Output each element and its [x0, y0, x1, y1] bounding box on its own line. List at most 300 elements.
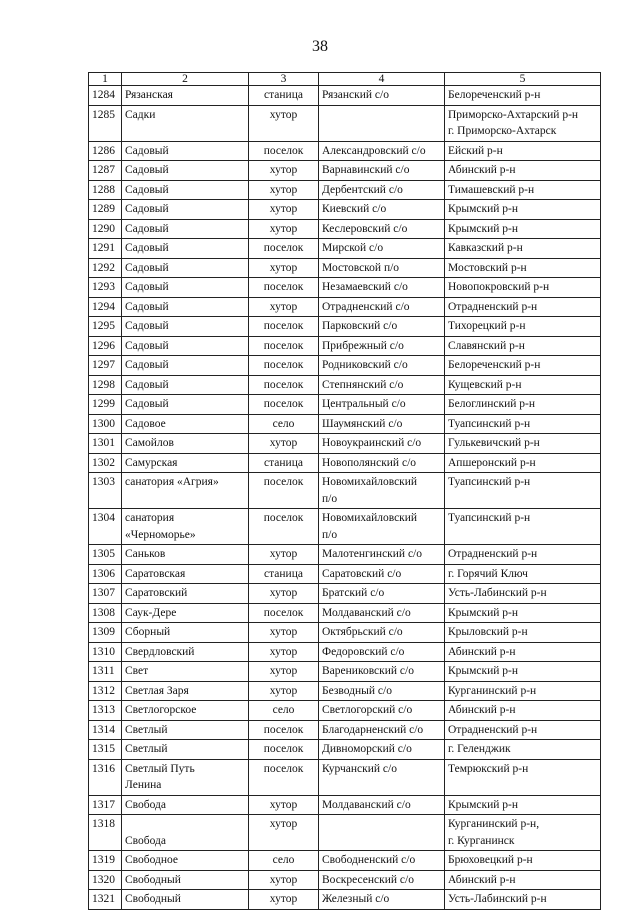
settlement-type-cell	[249, 623, 319, 643]
council-cell	[319, 509, 445, 545]
cell-text-line: Дербентский с/о	[322, 183, 403, 196]
row-number-cell: 1299	[89, 395, 122, 415]
row-number-cell: 1298	[89, 375, 122, 395]
district-cell	[445, 239, 601, 259]
cell-text-line: Садовый	[125, 203, 169, 215]
cell-text-line: Отрадненский с/о	[322, 300, 410, 313]
settlement-name-cell	[122, 375, 249, 395]
cell-text-line: Усть-Лабинский р-н	[448, 587, 547, 599]
cell-text-line: г. Приморско-Ахтарск	[448, 125, 557, 137]
cell-text-line: Садовый	[125, 222, 169, 235]
cell-text-line: хутор	[269, 684, 298, 697]
cell-text-line: Курганинский р-н,	[448, 818, 540, 830]
cell-text-line: поселок	[263, 378, 304, 391]
table-row	[89, 740, 601, 760]
cell-text-line: поселок	[263, 723, 304, 736]
council-cell	[319, 278, 445, 298]
council-cell	[319, 701, 445, 721]
cell-text-line: Садовый	[125, 339, 169, 352]
row-number-cell: 1285	[89, 105, 122, 141]
cell-text-line: поселок	[263, 242, 304, 254]
row-number-cell: 1307	[89, 584, 122, 604]
table-row	[89, 870, 601, 890]
cell-text-line: хутор	[269, 222, 298, 235]
cell-text-line: санатория	[125, 512, 175, 524]
cell-text-line: Воскресенский с/о	[322, 873, 414, 886]
table-row	[89, 200, 601, 220]
district-cell	[445, 740, 601, 760]
cell-text-line: поселок	[263, 359, 304, 371]
district-cell	[445, 161, 601, 181]
row-number-cell: 1303	[89, 473, 122, 509]
cell-text-line: Отрадненский р-н	[448, 723, 538, 736]
table-row	[89, 701, 601, 721]
settlement-type-cell	[249, 161, 319, 181]
settlement-type-cell	[249, 851, 319, 871]
cell-text-line: Самойлов	[125, 437, 174, 449]
cell-text-line: хутор	[269, 818, 298, 830]
settlement-name-cell	[122, 86, 249, 106]
table-row	[89, 105, 601, 141]
council-cell	[319, 795, 445, 815]
table-row	[89, 453, 601, 473]
row-number-cell: 1308	[89, 603, 122, 623]
row-number-cell: 1302	[89, 453, 122, 473]
row-number-cell: 1318	[89, 815, 122, 851]
cell-text-line: село	[272, 417, 295, 430]
cell-text-line: Федоровский с/о	[322, 645, 405, 658]
council-cell	[319, 453, 445, 473]
table-row	[89, 662, 601, 682]
district-cell	[445, 336, 601, 356]
cell-text-line: поселок	[263, 512, 304, 524]
table-row	[89, 759, 601, 795]
cell-text-line: Светлый	[125, 743, 168, 755]
table-row	[89, 356, 601, 376]
council-cell	[319, 375, 445, 395]
cell-text-line: Кавказский р-н	[448, 242, 523, 254]
table-row	[89, 395, 601, 415]
council-cell	[319, 317, 445, 337]
settlement-name-cell	[122, 258, 249, 278]
cell-text-line: Отрадненский р-н	[448, 548, 538, 560]
table-row	[89, 180, 601, 200]
cell-text-line: Брюховецкий р-н	[448, 854, 533, 866]
table-body	[89, 73, 601, 910]
table-row	[89, 815, 601, 851]
cell-text-line: хутор	[269, 873, 298, 886]
council-cell	[319, 584, 445, 604]
settlement-type-cell	[249, 720, 319, 740]
cell-text-line: село	[272, 854, 295, 866]
council-cell	[319, 86, 445, 106]
cell-text-line: Саратовский с/о	[322, 567, 402, 580]
cell-text-line	[322, 107, 441, 124]
cell-text-line: поселок	[263, 743, 304, 755]
table-row	[89, 509, 601, 545]
council-cell	[319, 473, 445, 509]
cell-text-line: Тихорецкий р-н	[448, 320, 526, 332]
cell-text-line: Славянский р-н	[448, 339, 525, 352]
cell-text-line: Туапсинский р-н	[448, 512, 531, 524]
cell-text-line: Октябрьский с/о	[322, 626, 403, 638]
council-cell	[319, 239, 445, 259]
cell-text-line: Саук-Дере	[125, 606, 177, 619]
row-number-cell: 1300	[89, 414, 122, 434]
council-cell	[319, 603, 445, 623]
cell-text-line: Саратовская	[125, 567, 186, 580]
cell-text-line: поселок	[263, 476, 304, 488]
row-number-cell: 1289	[89, 200, 122, 220]
settlement-name-cell	[122, 453, 249, 473]
table-row	[89, 278, 601, 298]
cell-text-line: Светлая Заря	[125, 684, 189, 697]
district-cell	[445, 375, 601, 395]
settlement-type-cell	[249, 395, 319, 415]
settlement-name-cell	[122, 642, 249, 662]
settlement-name-cell	[122, 623, 249, 643]
district-cell	[445, 258, 601, 278]
cell-text-line: Свободный	[125, 893, 181, 905]
settlement-type-cell	[249, 740, 319, 760]
cell-text-line: поселок	[263, 320, 304, 332]
settlement-name-cell	[122, 890, 249, 910]
settlement-name-cell	[122, 317, 249, 337]
cell-text-line: Абинский р-н	[448, 645, 516, 658]
cell-text-line: Саратовский	[125, 587, 188, 599]
cell-text-line: Свобода	[125, 834, 166, 847]
cell-text-line: станица	[264, 89, 303, 101]
row-number-cell: 1320	[89, 870, 122, 890]
cell-text-line: Свободное	[125, 854, 179, 866]
row-number-cell: 1317	[89, 795, 122, 815]
district-cell	[445, 453, 601, 473]
cell-text-line: Светлогорское	[125, 704, 197, 716]
cell-text-line: Безводный с/о	[322, 684, 392, 697]
row-number-cell: 1319	[89, 851, 122, 871]
table-row	[89, 851, 601, 871]
council-cell	[319, 200, 445, 220]
cell-text-line: хутор	[269, 183, 298, 196]
cell-text-line: Садовый	[125, 144, 169, 157]
cell-text-line: Дивноморский с/о	[322, 743, 412, 755]
settlement-type-cell	[249, 336, 319, 356]
district-cell	[445, 870, 601, 890]
council-cell	[319, 434, 445, 454]
council-cell	[319, 870, 445, 890]
council-cell	[319, 258, 445, 278]
cell-text-line: Малотенгинский с/о	[322, 548, 423, 560]
cell-text-line: Белоглинский р-н	[448, 398, 535, 410]
cell-text-line: Рязанский с/о	[322, 89, 389, 101]
settlement-type-cell	[249, 356, 319, 376]
cell-text-line: Ейский р-н	[448, 144, 503, 157]
settlement-type-cell	[249, 870, 319, 890]
settlement-name-cell	[122, 219, 249, 239]
council-cell	[319, 141, 445, 161]
cell-text-line: Рязанская	[125, 89, 173, 101]
cell-text-line: г. Геленджик	[448, 743, 511, 755]
council-cell	[319, 395, 445, 415]
district-cell	[445, 815, 601, 851]
district-cell	[445, 759, 601, 795]
cell-text-line: Садовый	[125, 300, 169, 313]
table-row	[89, 219, 601, 239]
district-cell	[445, 105, 601, 141]
row-number-cell: 1296	[89, 336, 122, 356]
cell-text-line: Курганинский р-н	[448, 684, 537, 697]
council-cell	[319, 336, 445, 356]
settlement-name-cell	[122, 336, 249, 356]
district-cell	[445, 356, 601, 376]
table-row	[89, 642, 601, 662]
district-cell	[445, 564, 601, 584]
cell-text-line: Светлый Путь	[125, 762, 195, 775]
settlement-name-cell	[122, 180, 249, 200]
settlement-name-cell	[122, 105, 249, 141]
table-row	[89, 720, 601, 740]
row-number-cell: 1294	[89, 297, 122, 317]
cell-text-line: хутор	[269, 645, 298, 658]
cell-text-line: поселок	[263, 762, 304, 775]
council-cell	[319, 356, 445, 376]
cell-text-line: Кущевский р-н	[448, 378, 522, 391]
cell-text-line	[322, 816, 441, 833]
cell-text-line: Крымский р-н	[448, 798, 519, 811]
settlement-type-cell	[249, 890, 319, 910]
cell-text-line: Саньков	[125, 548, 166, 560]
table-row	[89, 795, 601, 815]
council-cell	[319, 759, 445, 795]
settlement-name-cell	[122, 564, 249, 584]
cell-text-line: Киевский с/о	[322, 203, 387, 215]
cell-text-line: Отрадненский р-н	[448, 300, 538, 313]
district-cell	[445, 297, 601, 317]
settlement-type-cell	[249, 317, 319, 337]
settlement-type-cell	[249, 642, 319, 662]
district-cell	[445, 720, 601, 740]
cell-text-line: Крымский р-н	[448, 222, 519, 235]
cell-text-line: Свободненский с/о	[322, 854, 416, 866]
settlement-type-cell	[249, 584, 319, 604]
cell-text-line: санатория «Агрия»	[125, 476, 219, 488]
row-number-cell: 1321	[89, 890, 122, 910]
cell-text-line: Шаумянский с/о	[322, 417, 403, 430]
cell-text-line: Усть-Лабинский р-н	[448, 893, 547, 905]
cell-text-line: Гулькевичский р-н	[448, 437, 540, 449]
cell-text-line: Крымский р-н	[448, 665, 519, 677]
cell-text-line: Мостовской п/о	[322, 261, 400, 274]
cell-text-line: Новополянский с/о	[322, 456, 417, 469]
district-cell	[445, 623, 601, 643]
cell-text-line: Степнянский с/о	[322, 378, 404, 391]
district-cell	[445, 473, 601, 509]
district-cell	[445, 395, 601, 415]
settlement-name-cell	[122, 851, 249, 871]
cell-text-line: поселок	[263, 144, 304, 157]
cell-text-line: Садовый	[125, 320, 169, 332]
settlement-type-cell	[249, 219, 319, 239]
cell-text-line: п/о	[322, 492, 338, 505]
settlement-name-cell	[122, 356, 249, 376]
cell-text-line: Курчанский с/о	[322, 762, 397, 775]
settlement-name-cell	[122, 161, 249, 181]
table-header-row	[89, 73, 601, 86]
settlement-type-cell	[249, 434, 319, 454]
table-row	[89, 161, 601, 181]
row-number-cell: 1310	[89, 642, 122, 662]
cell-text-line: Молдаванский с/о	[322, 798, 411, 811]
council-cell	[319, 564, 445, 584]
settlement-name-cell	[122, 662, 249, 682]
council-cell	[319, 105, 445, 141]
cell-text-line: Белореченский р-н	[448, 359, 541, 371]
cell-text-line: Туапсинский р-н	[448, 476, 531, 488]
cell-text-line: Ленина	[125, 779, 162, 791]
cell-text-line: Садовый	[125, 378, 169, 391]
row-number-cell: 1311	[89, 662, 122, 682]
district-cell	[445, 434, 601, 454]
cell-text-line: Крыловский р-н	[448, 626, 528, 638]
cell-text-line: Центральный с/о	[322, 398, 406, 410]
cell-text-line: Садовый	[125, 398, 169, 410]
cell-text-line: Прибрежный с/о	[322, 339, 404, 352]
council-cell	[319, 545, 445, 565]
council-cell	[319, 720, 445, 740]
settlement-name-cell	[122, 740, 249, 760]
row-number-cell: 1293	[89, 278, 122, 298]
cell-text-line: Свердловский	[125, 645, 195, 658]
cell-text-line: Родниковский с/о	[322, 359, 408, 371]
cell-text-line: хутор	[269, 587, 298, 599]
settlement-name-cell	[122, 759, 249, 795]
settlement-name-cell	[122, 720, 249, 740]
cell-text-line: Александровский с/о	[322, 144, 426, 157]
settlement-type-cell	[249, 258, 319, 278]
row-number-cell: 1301	[89, 434, 122, 454]
settlement-type-cell	[249, 200, 319, 220]
cell-text-line: Новопокровский р-н	[448, 281, 550, 293]
cell-text-line: Туапсинский р-н	[448, 417, 531, 430]
settlement-name-cell	[122, 297, 249, 317]
settlement-type-cell	[249, 509, 319, 545]
cell-text-line: Крымский р-н	[448, 606, 519, 619]
cell-text-line: Незамаевский с/о	[322, 281, 408, 293]
page-number: 38	[312, 38, 328, 55]
settlement-name-cell	[122, 414, 249, 434]
cell-text-line: Железный с/о	[322, 893, 390, 905]
cell-text-line: хутор	[269, 626, 298, 638]
cell-text-line: Садовый	[125, 261, 169, 274]
column-header: 1	[89, 73, 122, 86]
council-cell	[319, 180, 445, 200]
council-cell	[319, 890, 445, 910]
cell-text-line: Садовый	[125, 359, 169, 371]
district-cell	[445, 642, 601, 662]
district-cell	[445, 317, 601, 337]
cell-text-line: Новомихайловский	[322, 512, 418, 524]
cell-text-line: Свободный	[125, 873, 181, 886]
cell-text-line: хутор	[269, 203, 298, 215]
table-row	[89, 564, 601, 584]
settlement-type-cell	[249, 815, 319, 851]
settlement-type-cell	[249, 759, 319, 795]
district-cell	[445, 509, 601, 545]
row-number-cell: 1288	[89, 180, 122, 200]
row-number-cell: 1315	[89, 740, 122, 760]
table-row	[89, 545, 601, 565]
settlement-type-cell	[249, 564, 319, 584]
district-cell	[445, 200, 601, 220]
row-number-cell: 1309	[89, 623, 122, 643]
table-row	[89, 317, 601, 337]
cell-text-line: Садовый	[125, 164, 169, 176]
table-row	[89, 375, 601, 395]
table-row	[89, 414, 601, 434]
district-cell	[445, 414, 601, 434]
settlement-name-cell	[122, 584, 249, 604]
cell-text-line: Абинский р-н	[448, 873, 516, 886]
row-number-cell: 1291	[89, 239, 122, 259]
cell-text-line: Варнавинский с/о	[322, 164, 410, 176]
cell-text-line: Мирской с/о	[322, 242, 384, 254]
cell-text-line: г. Горячий Ключ	[448, 567, 528, 580]
cell-text-line: хутор	[269, 893, 298, 905]
district-cell	[445, 603, 601, 623]
column-header: 4	[319, 73, 445, 86]
cell-text-line: Темрюкский р-н	[448, 762, 529, 775]
council-cell	[319, 219, 445, 239]
settlement-type-cell	[249, 278, 319, 298]
row-number-cell: 1292	[89, 258, 122, 278]
cell-text-line: Свобода	[125, 798, 166, 811]
settlement-type-cell	[249, 375, 319, 395]
settlement-type-cell	[249, 414, 319, 434]
cell-text-line: Тимашевский р-н	[448, 183, 535, 196]
settlement-type-cell	[249, 795, 319, 815]
cell-text-line: Новомихайловский	[322, 476, 418, 488]
cell-text-line: Молдаванский с/о	[322, 606, 411, 619]
row-number-cell: 1290	[89, 219, 122, 239]
district-cell	[445, 86, 601, 106]
table-row	[89, 623, 601, 643]
settlement-name-cell	[122, 681, 249, 701]
cell-text-line: село	[272, 704, 295, 716]
settlement-name-cell	[122, 239, 249, 259]
district-cell	[445, 681, 601, 701]
district-cell	[445, 278, 601, 298]
settlement-name-cell	[122, 815, 249, 851]
cell-text-line: Садовый	[125, 281, 169, 293]
row-number-cell: 1313	[89, 701, 122, 721]
row-number-cell: 1286	[89, 141, 122, 161]
row-number-cell: 1312	[89, 681, 122, 701]
cell-text-line: Крымский р-н	[448, 203, 519, 215]
cell-text-line: станица	[264, 456, 303, 469]
settlement-type-cell	[249, 681, 319, 701]
settlement-name-cell	[122, 200, 249, 220]
council-cell	[319, 623, 445, 643]
district-cell	[445, 584, 601, 604]
cell-text-line: Благодарненский с/о	[322, 723, 424, 736]
cell-text-line: хутор	[269, 548, 298, 560]
district-cell	[445, 180, 601, 200]
settlements-table	[88, 72, 601, 910]
district-cell	[445, 219, 601, 239]
cell-text-line: Сборный	[125, 626, 171, 638]
settlement-type-cell	[249, 603, 319, 623]
cell-text-line: Кеслеровский с/о	[322, 222, 408, 235]
